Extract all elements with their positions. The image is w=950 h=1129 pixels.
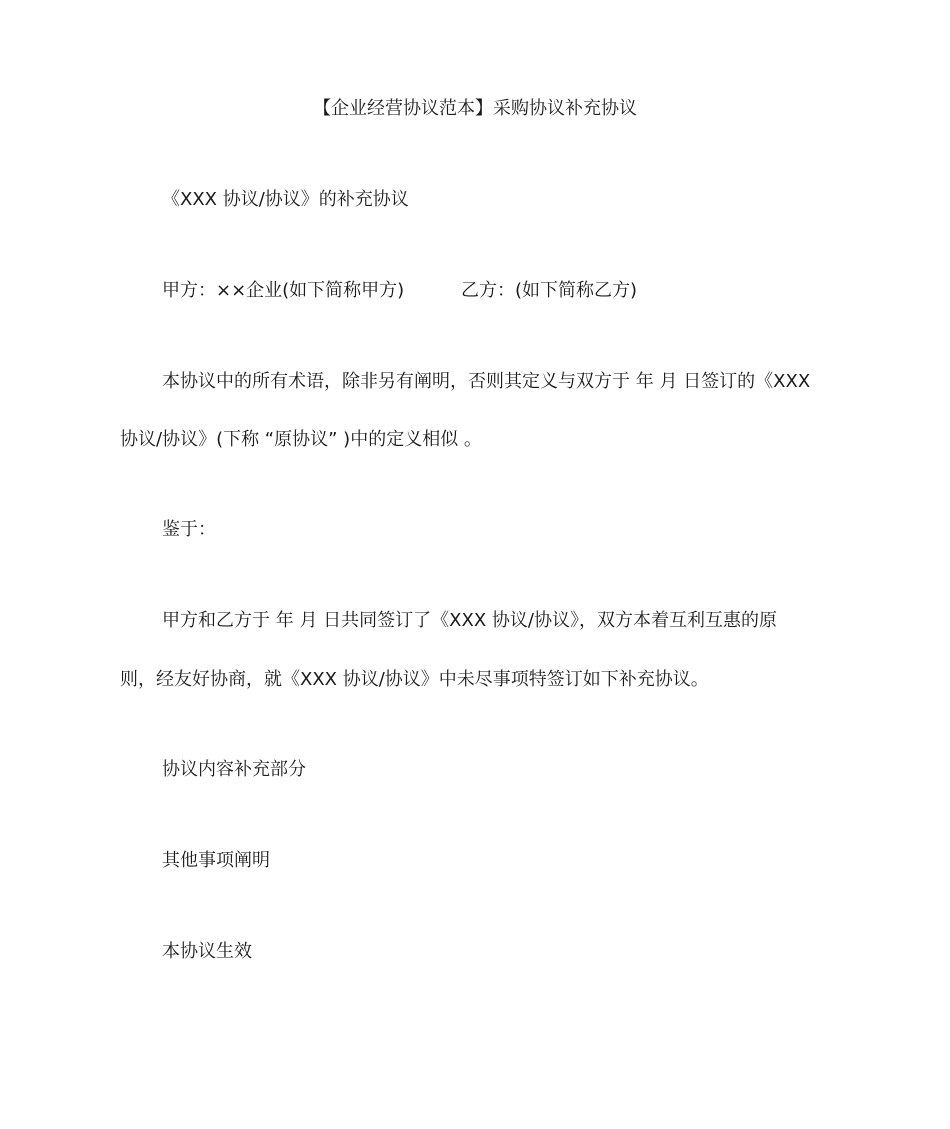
document-title: 【企业经营协议范本】采购协议补充协议: [313, 98, 637, 119]
party-b-line: 乙方：(如下简称乙方): [461, 280, 638, 301]
recital-paragraph-line-2: 则，经友好协商，就《XXX 协议/协议》中未尽事项特签订如下补充协议。: [120, 669, 709, 690]
recital-paragraph-line-1: 甲方和乙方于 年 月 日共同签订了《XXX 协议/协议》，双方本着互利互惠的原: [162, 610, 777, 631]
definitions-paragraph-line-2: 协议/协议》(下称 “原协议” )中的定义相似 。: [120, 429, 482, 450]
party-a-line: 甲方：××企业(如下简称甲方): [162, 280, 405, 301]
definitions-paragraph-line-1: 本协议中的所有术语，除非另有阐明，否则其定义与双方于 年 月 日签订的《XXX: [162, 371, 811, 392]
section-supplement-heading: 协议内容补充部分: [162, 759, 306, 780]
section-other-heading: 其他事项阐明: [162, 850, 270, 871]
section-effective-heading: 本协议生效: [162, 941, 252, 962]
supplement-subtitle: 《XXX 协议/协议》的补充协议: [162, 189, 409, 210]
whereas-heading: 鉴于：: [162, 519, 216, 540]
